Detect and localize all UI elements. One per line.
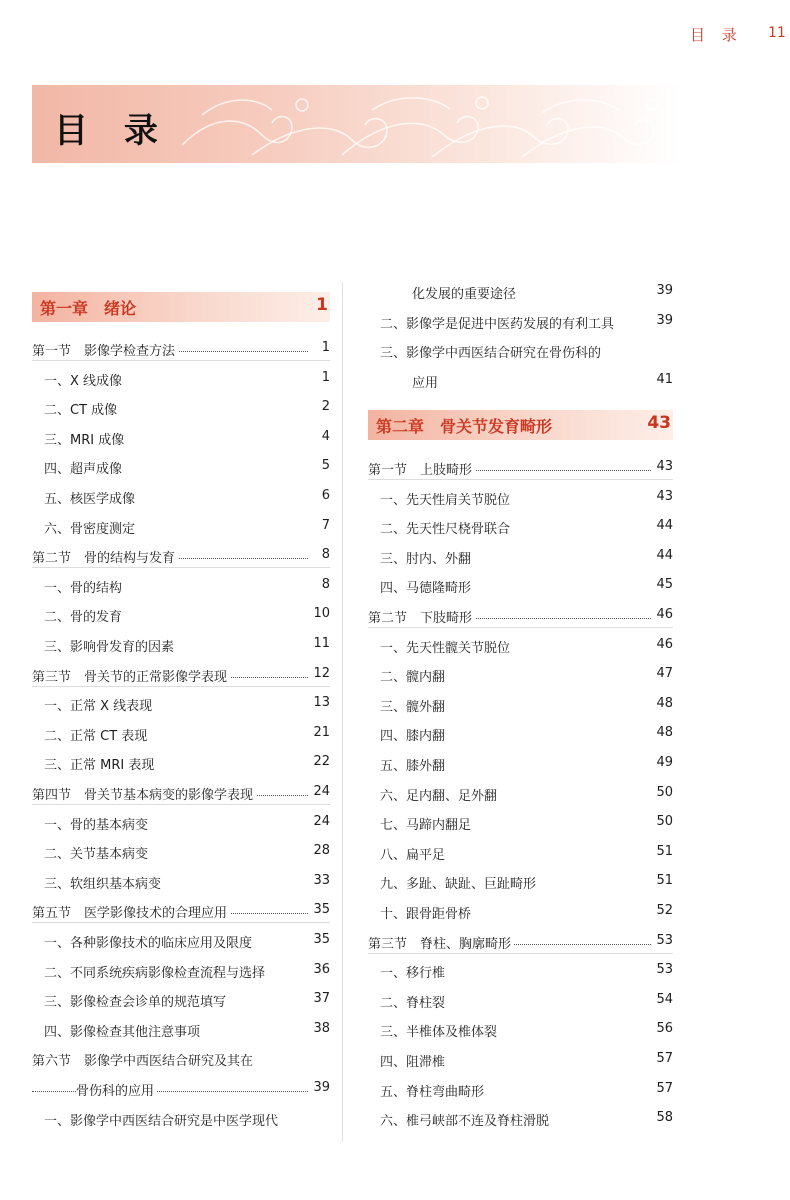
- toc-entry-title: 四、膝内翻: [380, 725, 448, 744]
- toc-entry[interactable]: [32, 1019, 330, 1041]
- toc-section-entry[interactable]: [32, 664, 330, 687]
- toc-entry-page: 13: [310, 695, 330, 710]
- toc-entry-page: 45: [653, 577, 673, 592]
- toc-entry-page: 8: [319, 577, 330, 592]
- toc-section-entry[interactable]: [368, 931, 673, 954]
- toc-entry-page: 51: [653, 873, 673, 888]
- toc-entry-title: 化发展的重要途径: [412, 283, 519, 302]
- toc-entry-title: 二、影像学是促进中医药发展的有利工具: [380, 313, 617, 332]
- toc-entry[interactable]: [368, 1079, 673, 1101]
- toc-entry-page: 35: [310, 932, 330, 947]
- wave-pattern-decoration: [182, 85, 680, 163]
- toc-entry-title: 第三节 脊柱、胸廓畸形: [368, 933, 514, 952]
- toc-section-entry[interactable]: [32, 1048, 330, 1070]
- toc-entry-title: 十、跟骨距骨桥: [380, 903, 474, 922]
- chapter-title: 第二章 骨关节发育畸形: [376, 417, 553, 436]
- toc-entry-title: 二、先天性尺桡骨联合: [380, 518, 513, 537]
- toc-entry-page: 47: [653, 666, 673, 681]
- toc-entry-title: 一、移行椎: [380, 962, 448, 981]
- toc-entry-page: 39: [653, 283, 673, 298]
- toc-entry[interactable]: [368, 340, 673, 362]
- toc-entry-title: 二、正常 CT 表现: [44, 725, 150, 744]
- toc-entry-page: 12: [310, 666, 330, 681]
- toc-entry-title: 六、骨密度测定: [44, 518, 138, 537]
- toc-entry-page: 57: [653, 1081, 673, 1096]
- toc-entry-title: 六、椎弓峡部不连及脊柱滑脱: [380, 1110, 552, 1129]
- toc-entry-title: 五、核医学成像: [44, 488, 138, 507]
- toc-entry[interactable]: [368, 516, 673, 538]
- toc-entry-page: 44: [653, 548, 673, 563]
- toc-entry-title: 第三节 骨关节的正常影像学表现: [32, 666, 230, 685]
- toc-entry-title: 骨伤科的应用: [76, 1080, 157, 1099]
- toc-entry-title: 五、脊柱弯曲畸形: [380, 1081, 487, 1100]
- toc-entry[interactable]: [32, 693, 330, 715]
- toc-entry-page: 22: [310, 754, 330, 769]
- toc-entry-title: 三、影像检查会诊单的规范填写: [44, 991, 229, 1010]
- toc-entry-title: 一、正常 X 线表现: [44, 695, 155, 714]
- toc-entry-title: 八、扁平足: [380, 844, 448, 863]
- toc-entry-page: 1: [319, 370, 330, 385]
- chapter-page: 1: [316, 295, 328, 315]
- toc-entry[interactable]: [32, 486, 330, 508]
- toc-entry-title: 一、各种影像技术的临床应用及限度: [44, 932, 255, 951]
- toc-entry-title: 三、肘内、外翻: [380, 548, 474, 567]
- toc-entry[interactable]: [32, 871, 330, 893]
- toc-entry-title: 第二节 骨的结构与发育: [32, 547, 178, 566]
- toc-entry-title: 六、足内翻、足外翻: [380, 785, 500, 804]
- toc-entry-title: 第四节 骨关节基本病变的影像学表现: [32, 784, 256, 803]
- toc-entry-title: 三、软组织基本病变: [44, 873, 164, 892]
- toc-entry[interactable]: [32, 930, 330, 952]
- toc-entry-page: 35: [310, 902, 330, 917]
- toc-entry-page: 28: [310, 843, 330, 858]
- toc-entry[interactable]: [368, 664, 673, 686]
- toc-entry-title: 二、不同系统疾病影像检查流程与选择: [44, 962, 268, 981]
- toc-section-entry[interactable]: [32, 545, 330, 568]
- toc-entry-title: 一、先天性髋关节脱位: [380, 637, 513, 656]
- toc-entry[interactable]: [368, 1019, 673, 1041]
- toc-entry[interactable]: [32, 1078, 330, 1100]
- toc-entry-title: 一、骨的结构: [44, 577, 125, 596]
- toc-entry-title: 二、关节基本病变: [44, 843, 151, 862]
- toc-entry-title: 四、影像检查其他注意事项: [44, 1021, 203, 1040]
- toc-entry-title: 二、骨的发育: [44, 606, 125, 625]
- chapter-heading[interactable]: [368, 410, 673, 440]
- toc-entry-title: 第五节 医学影像技术的合理应用: [32, 902, 230, 921]
- toc-entry[interactable]: [32, 575, 330, 597]
- toc-banner: [32, 85, 680, 163]
- toc-entry[interactable]: [32, 634, 330, 656]
- toc-entry-title: 第二节 下肢畸形: [368, 607, 475, 626]
- toc-entry[interactable]: [32, 1108, 330, 1130]
- toc-entry[interactable]: [32, 960, 330, 982]
- toc-entry-title: 一、X 线成像: [44, 370, 125, 389]
- toc-entry-page: 46: [653, 637, 673, 652]
- toc-entry[interactable]: [32, 397, 330, 419]
- toc-entry-page: 49: [653, 755, 673, 770]
- toc-entry[interactable]: [368, 487, 673, 509]
- toc-entry[interactable]: [368, 311, 673, 333]
- toc-entry-page: 8: [319, 547, 330, 562]
- toc-entry[interactable]: [368, 694, 673, 716]
- toc-entry-page: 56: [653, 1021, 673, 1036]
- page-title: 目 录: [54, 111, 170, 151]
- toc-entry-title: 七、马蹄内翻足: [380, 814, 474, 833]
- toc-entry-page: 11: [310, 636, 330, 651]
- toc-entry-page: 48: [653, 696, 673, 711]
- toc-section-entry[interactable]: [32, 338, 330, 361]
- toc-entry[interactable]: [32, 989, 330, 1011]
- toc-entry[interactable]: [368, 812, 673, 834]
- toc-section-entry[interactable]: [368, 457, 673, 480]
- toc-entry[interactable]: [368, 753, 673, 775]
- toc-entry-page: 1: [319, 340, 330, 355]
- running-head: [690, 24, 790, 46]
- toc-entry-page: 51: [653, 844, 673, 859]
- toc-entry[interactable]: [368, 842, 673, 864]
- toc-entry-page: 43: [653, 459, 673, 474]
- toc-entry-title: 二、CT 成像: [44, 399, 120, 418]
- toc-entry-title: 三、髋外翻: [380, 696, 448, 715]
- toc-entry-page: 33: [310, 873, 330, 888]
- toc-entry-page: 2: [319, 399, 330, 414]
- toc-entry[interactable]: [368, 1049, 673, 1071]
- toc-entry[interactable]: [368, 1108, 673, 1130]
- toc-entry[interactable]: [368, 635, 673, 657]
- toc-entry-title: 一、骨的基本病变: [44, 814, 151, 833]
- toc-entry-page: 57: [653, 1051, 673, 1066]
- toc-entry-page: 50: [653, 785, 673, 800]
- toc-entry-page: 24: [310, 814, 330, 829]
- toc-entry-page: 39: [653, 313, 673, 328]
- toc-entry-title: 二、髋内翻: [380, 666, 448, 685]
- toc-entry-title: 四、马德隆畸形: [380, 577, 474, 596]
- toc-entry-title: 第六节 影像学中西医结合研究及其在: [32, 1050, 256, 1069]
- toc-entry-page: 6: [319, 488, 330, 503]
- toc-entry[interactable]: [368, 281, 673, 303]
- toc-entry-page: 50: [653, 814, 673, 829]
- toc-entry-title: 九、多趾、缺趾、巨趾畸形: [380, 873, 539, 892]
- toc-entry[interactable]: [368, 990, 673, 1012]
- toc-entry-page: 53: [653, 933, 673, 948]
- toc-entry-title: 一、影像学中西医结合研究是中医学现代: [44, 1110, 281, 1129]
- toc-entry-page: 4: [319, 429, 330, 444]
- toc-entry[interactable]: [32, 604, 330, 626]
- toc-entry[interactable]: [368, 871, 673, 893]
- toc-entry-page: 37: [310, 991, 330, 1006]
- toc-entry-page: 41: [653, 372, 673, 387]
- toc-entry-page: 46: [653, 607, 673, 622]
- toc-entry-title: 一、先天性肩关节脱位: [380, 489, 513, 508]
- toc-entry-page: 53: [653, 962, 673, 977]
- toc-section-entry[interactable]: [32, 900, 330, 923]
- toc-entry-page: 24: [310, 784, 330, 799]
- toc-entry[interactable]: [32, 841, 330, 863]
- toc-entry-title: 应用: [412, 372, 441, 391]
- toc-entry[interactable]: [32, 427, 330, 449]
- toc-entry-page: 7: [319, 518, 330, 533]
- toc-entry[interactable]: [32, 812, 330, 834]
- toc-entry-page: 36: [310, 962, 330, 977]
- toc-entry[interactable]: [32, 752, 330, 774]
- toc-entry[interactable]: [32, 456, 330, 478]
- toc-entry[interactable]: [368, 370, 673, 392]
- toc-entry-page: 21: [310, 725, 330, 740]
- toc-entry-page: 54: [653, 992, 673, 1007]
- toc-entry-title: 第一节 上肢畸形: [368, 459, 475, 478]
- chapter-page: 43: [647, 413, 671, 433]
- toc-entry-title: 五、膝外翻: [380, 755, 448, 774]
- toc-entry[interactable]: [368, 546, 673, 568]
- chapter-title: 第一章 绪论: [40, 299, 137, 318]
- toc-entry-title: 四、阻滞椎: [380, 1051, 448, 1070]
- toc-entry-title: 三、影响骨发育的因素: [44, 636, 177, 655]
- toc-entry-title: 第一节 影像学检查方法: [32, 340, 178, 359]
- dot-leader: [32, 1091, 308, 1092]
- toc-entry-title: 二、脊柱裂: [380, 992, 448, 1011]
- toc-entry[interactable]: [32, 723, 330, 745]
- toc-entry-title: 三、影像学中西医结合研究在骨伤科的: [380, 342, 604, 361]
- chapter-heading[interactable]: [32, 292, 330, 322]
- toc-section-entry[interactable]: [32, 782, 330, 805]
- toc-entry[interactable]: [32, 516, 330, 538]
- toc-entry-title: 三、MRI 成像: [44, 429, 127, 448]
- toc-entry-page: 44: [653, 518, 673, 533]
- toc-entry-page: 10: [310, 606, 330, 621]
- running-head-page-number: 11: [768, 25, 786, 41]
- toc-entry[interactable]: [32, 368, 330, 390]
- toc-entry[interactable]: [368, 901, 673, 923]
- running-head-title: 目 录: [690, 26, 743, 44]
- toc-entry[interactable]: [368, 723, 673, 745]
- toc-entry-page: 39: [310, 1080, 330, 1095]
- toc-entry[interactable]: [368, 783, 673, 805]
- toc-entry-title: 三、半椎体及椎体裂: [380, 1021, 500, 1040]
- column-divider: [342, 282, 343, 1142]
- toc-entry-page: 38: [310, 1021, 330, 1036]
- toc-entry-title: 四、超声成像: [44, 458, 125, 477]
- toc-entry-page: 52: [653, 903, 673, 918]
- toc-entry-page: 58: [653, 1110, 673, 1125]
- toc-section-entry[interactable]: [368, 605, 673, 628]
- toc-entry-title: 三、正常 MRI 表现: [44, 754, 157, 773]
- toc-entry[interactable]: [368, 575, 673, 597]
- toc-entry[interactable]: [368, 960, 673, 982]
- toc-entry-page: 48: [653, 725, 673, 740]
- toc-entry-page: 5: [319, 458, 330, 473]
- toc-entry-page: 43: [653, 489, 673, 504]
